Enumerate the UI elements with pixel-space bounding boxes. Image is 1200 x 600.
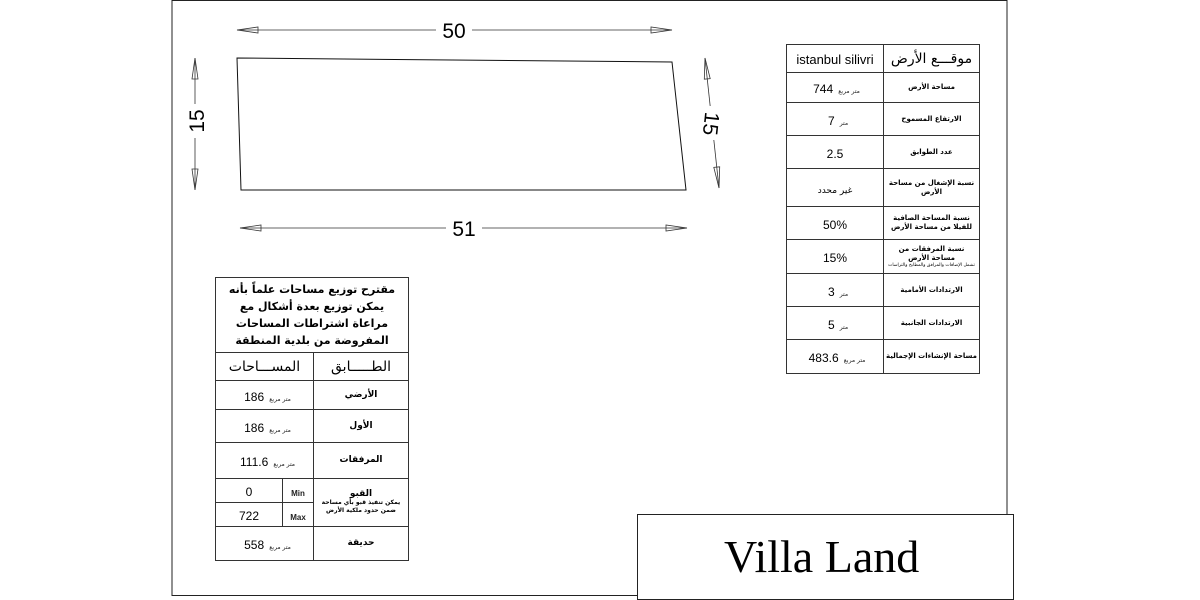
table-row: 2.5 عدد الطوابق xyxy=(787,136,980,169)
row-label: الارتفاع المسموح xyxy=(884,103,980,136)
header-floor: الطـــــابق xyxy=(314,353,409,381)
table-row: متر مربع 186 الأرضي xyxy=(216,381,409,410)
table-row: غير محدد نسبة الإشغال من مساحة الأرض xyxy=(787,169,980,207)
bottom-dimension xyxy=(240,216,687,241)
garden-label: حديقة xyxy=(314,527,409,561)
row-label: نسبة الإشغال من مساحة الأرض xyxy=(884,169,980,207)
top-dimension xyxy=(237,18,672,43)
header-area: المســـاحات xyxy=(216,353,314,381)
table-row: متر 7 الارتفاع المسموح xyxy=(787,103,980,136)
land-plot-outline xyxy=(237,58,686,190)
basement-cell xyxy=(314,479,409,527)
left-dimension-label: 15 xyxy=(186,109,209,133)
right-dimension-label: 15 xyxy=(697,110,724,137)
left-dimension xyxy=(184,58,209,190)
garden-row: متر مربع 558 حديقة xyxy=(216,527,409,561)
basement-note: يمكن تنفيذ قبو بأي مساحة ضمن حدود ملكية الأرض xyxy=(321,499,401,514)
bottom-dimension-label: 51 xyxy=(452,218,476,241)
row-label: نسبة المساحة الصافية للفيلا من مساحة الأرض xyxy=(884,207,980,240)
location-header-value: istanbul silivri xyxy=(787,45,884,73)
table-row: متر مربع 186 الأول xyxy=(216,410,409,443)
top-dimension-label: 50 xyxy=(442,20,466,43)
table-row: متر 5 الارتدادات الجانبية xyxy=(787,307,980,340)
table-row: 50% نسبة المساحة الصافية للفيلا من مساحة الأرض xyxy=(787,207,980,240)
basement-max-row: 722 Max xyxy=(216,503,409,527)
distribution-header-row xyxy=(216,353,409,381)
location-header-label: موقـــع الأرض xyxy=(884,45,980,73)
row-label: مساحة الإنشاءات الإجمالية xyxy=(884,340,980,374)
floor-label: المرفقات xyxy=(314,443,409,479)
row-label: مساحة الأرض xyxy=(884,73,980,103)
floor-label: الأرضي xyxy=(314,381,409,410)
basement-label: القبو xyxy=(349,489,373,499)
table-row: متر 3 الارتدادات الأمامية xyxy=(787,274,980,307)
row-label: نسبة المرفقات من مساحة الأرض xyxy=(898,244,965,262)
distribution-title: مقترح توزيع مساحات علماً بأنه يمكن توزيع بعدة أشكال مع مراعاة اشتراطات المساحات المفروضة من بلدية المنطقة xyxy=(216,278,409,353)
land-location-table xyxy=(786,44,980,374)
drawing-title: Villa Land xyxy=(724,531,920,582)
area-distribution-table xyxy=(215,277,409,561)
location-header-row xyxy=(787,45,980,73)
row-label: الارتدادات الأمامية xyxy=(884,274,980,307)
table-row: متر مربع 744 مساحة الأرض xyxy=(787,73,980,103)
basement-min-row: 0 Min القبو يمكن تنفيذ قبو بأي مساحة ضمن حدود ملكية الأرض xyxy=(216,479,409,503)
table-row: متر مربع 111.6 المرفقات xyxy=(216,443,409,479)
table-row: متر مربع 483.6 مساحة الإنشاءات الإجمالية xyxy=(787,340,980,374)
row-sublabel: تشمل الإضافات والمرافق والمطابخ والتراسات xyxy=(888,262,975,268)
row-label: عدد الطوابق xyxy=(884,136,980,169)
table-row: 15% نسبة المرفقات من مساحة الأرض تشمل الإضافات والمرافق والمطابخ والتراسات xyxy=(787,240,980,274)
floor-label: الأول xyxy=(314,410,409,443)
distribution-title-row xyxy=(216,278,409,353)
right-dimension xyxy=(698,58,724,188)
row-label: الارتدادات الجانبية xyxy=(884,307,980,340)
